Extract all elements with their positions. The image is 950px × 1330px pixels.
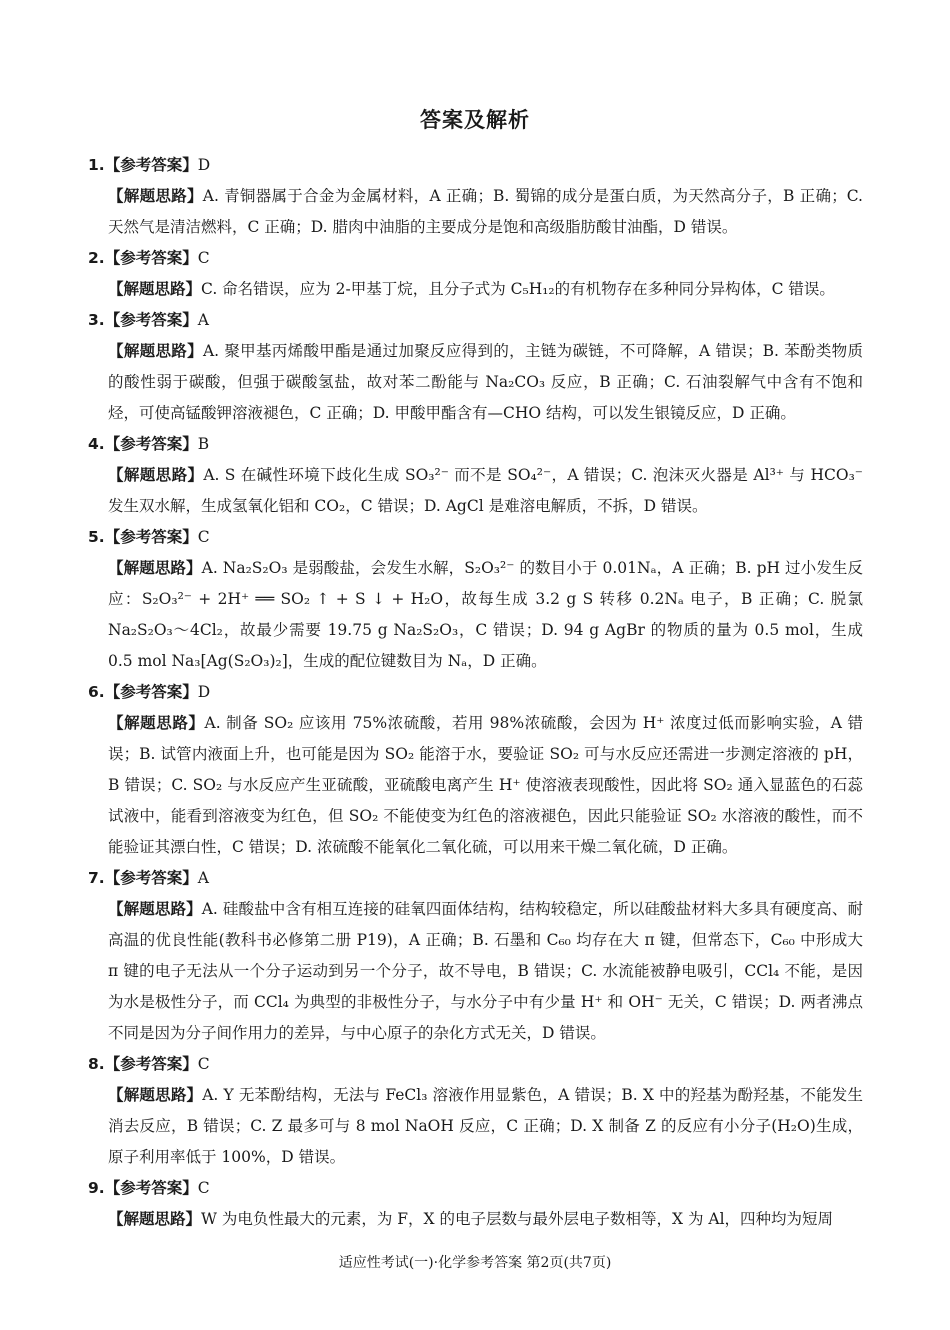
answer-label: 【参考答案】 <box>104 156 198 174</box>
page-footer: 适应性考试(一)·化学参考答案 第2页(共7页) <box>338 1255 612 1271</box>
explanation <box>88 460 863 522</box>
question-item <box>88 677 863 863</box>
explanation-label: 【解题思路】 <box>108 466 204 484</box>
answer-label: 【参考答案】 <box>104 435 198 453</box>
explanation-text: A. 硅酸盐中含有相互连接的硅氧四面体结构，结构较稳定，所以硅酸盐材料大多具有硬度高、耐高温的优良性能(教科书必修第二册 P19)，A 正确；B. 石墨和 C₆₀ 均存在大 π 键，但常态下，C₆₀ 中形成大 π 键的电子无法从一个分子运动到另一个分子，故不导电，B 错误；C. 水流能被静电吸引，CCl₄ 不能，是因为水是极性分子，而 CCl₄ 为典型的非极性分子，与水分子中有少量 H⁺ 和 OH⁻ 无关，C 错误；D. 两者沸点不同是因为分子间作用力的差异，与中心原子的杂化方式无关，D 错误。 <box>108 900 863 1042</box>
explanation <box>88 708 863 863</box>
explanation <box>88 1080 863 1173</box>
answer-value: C <box>197 249 210 267</box>
page-title: 答案及解析 <box>420 108 530 132</box>
explanation-text: A. 制备 SO₂ 应该用 75%浓硫酸，若用 98%浓硫酸，会因为 H⁺ 浓度过低而影响实验，A 错误；B. 试管内液面上升，也可能是因为 SO₂ 能溶于水，要验证 SO₂ 可与水反应还需进一步测定溶液的 pH，B 错误；C. SO₂ 与水反应产生亚硫酸，亚硫酸电离产生 H⁺ 使溶液表现酸性，因此将 SO₂ 通入显蓝色的石蕊试液中，能看到溶液变为红色，但 SO₂ 不能使变为红色的溶液褪色，因此只能验证 SO₂ 水溶液的酸性，而不能验证其漂白性，C 错误；D. 浓硫酸不能氧化二氧化硫，可以用来干燥二氧化硫，D 正确。 <box>108 714 863 856</box>
answer-list <box>88 150 863 1235</box>
explanation-label: 【解题思路】 <box>108 187 203 205</box>
answer-value: C <box>197 528 210 546</box>
answer-value: A <box>197 311 209 329</box>
explanation-text: A. Y 无苯酚结构，无法与 FeCl₃ 溶液作用显紫色，A 错误；B. X 中的羟基为酚羟基，不能发生消去反应，B 错误；C. Z 最多可与 8 mol NaOH 反应，C 正确；D. X 制备 Z 的反应有小分子(H₂O)生成，原子利用率低于 100%，D 错误。 <box>108 1086 863 1166</box>
question-number: 4. <box>88 435 105 453</box>
question-number: 5. <box>88 528 105 546</box>
answer-label: 【参考答案】 <box>104 1179 198 1197</box>
answer-label: 【参考答案】 <box>104 311 198 329</box>
answer-line <box>88 677 863 708</box>
question-item <box>88 150 863 243</box>
answer-line <box>88 429 863 460</box>
explanation <box>88 336 863 429</box>
question-item <box>88 305 863 429</box>
question-item <box>88 243 863 305</box>
answer-line <box>88 305 863 336</box>
explanation-text: A. 聚甲基丙烯酸甲酯是通过加聚反应得到的，主链为碳链，不可降解，A 错误；B. 苯酚类物质的酸性弱于碳酸，但强于碳酸氢盐，故对苯二酚能与 Na₂CO₃ 反应，B 正确；C. 石油裂解气中含有不饱和烃，可使高锰酸钾溶液褪色，C 正确；D. 甲酸甲酯含有—CHO 结构，可以发生银镜反应，D 正确。 <box>108 342 863 422</box>
question-number: 3. <box>88 311 105 329</box>
question-number: 7. <box>88 869 105 887</box>
question-number: 2. <box>88 249 105 267</box>
explanation-label: 【解题思路】 <box>108 900 202 918</box>
explanation <box>88 894 863 1049</box>
question-item <box>88 1173 863 1235</box>
answer-value: C <box>197 1179 210 1197</box>
explanation <box>88 181 863 243</box>
explanation <box>88 553 863 677</box>
answer-line <box>88 522 863 553</box>
explanation-label: 【解题思路】 <box>108 559 202 577</box>
explanation-text: C. 命名错误，应为 2-甲基丁烷，且分子式为 C₅H₁₂的有机物存在多种同分异构体，C 错误。 <box>201 280 835 298</box>
answer-line <box>88 863 863 894</box>
explanation-text: A. Na₂S₂O₃ 是弱酸盐，会发生水解，S₂O₃²⁻ 的数目小于 0.01Nₐ，A 正确；B. pH 过小发生反应：S₂O₃²⁻ + 2H⁺ ══ SO₂ ↑ + S ↓ + H₂O，故每生成 3.2 g S 转移 0.2Nₐ 电子，B 正确；C. 脱氯 Na₂S₂O₃～4Cl₂，故最少需要 19.75 g Na₂S₂O₃，C 错误；D. 94 g AgBr 的物质的量为 0.5 mol，生成 0.5 mol Na₃[Ag(S₂O₃)₂]，生成的配位键数目为 Nₐ，D 正确。 <box>108 559 863 670</box>
answer-value: C <box>197 1055 210 1073</box>
answer-label: 【参考答案】 <box>104 683 198 701</box>
question-item <box>88 429 863 522</box>
explanation-text: W 为电负性最大的元素，为 F，X 的电子层数与最外层电子数相等，X 为 Al，四种均为短周 <box>201 1210 834 1228</box>
answer-label: 【参考答案】 <box>104 1055 198 1073</box>
answer-value: D <box>197 683 211 701</box>
explanation-text: A. 青铜器属于合金为金属材料，A 正确；B. 蜀锦的成分是蛋白质，为天然高分子，B 正确；C. 天然气是清洁燃料，C 正确；D. 腊肉中油脂的主要成分是饱和高级脂肪酸甘油酯，D 错误。 <box>108 187 863 236</box>
question-item <box>88 522 863 677</box>
answer-line <box>88 1049 863 1080</box>
explanation-text: A. S 在碱性环境下歧化生成 SO₃²⁻ 而不是 SO₄²⁻，A 错误；C. 泡沫灭火器是 Al³⁺ 与 HCO₃⁻ 发生双水解，生成氢氧化铝和 CO₂，C 错误；D. AgCl 是难溶电解质，不拆，D 错误。 <box>108 466 863 515</box>
question-item <box>88 863 863 1049</box>
explanation <box>88 1204 863 1235</box>
answer-line <box>88 1173 863 1204</box>
explanation-label: 【解题思路】 <box>108 1086 203 1104</box>
answer-value: A <box>197 869 209 887</box>
question-number: 8. <box>88 1055 105 1073</box>
answer-label: 【参考答案】 <box>104 249 198 267</box>
answer-line <box>88 243 863 274</box>
explanation-label: 【解题思路】 <box>108 280 202 298</box>
explanation-label: 【解题思路】 <box>108 342 203 360</box>
explanation-label: 【解题思路】 <box>108 1210 202 1228</box>
explanation <box>88 274 863 305</box>
explanation-label: 【解题思路】 <box>108 714 205 732</box>
answer-value: D <box>197 156 211 174</box>
question-item <box>88 1049 863 1173</box>
answer-value: B <box>197 435 210 453</box>
question-number: 1. <box>88 156 105 174</box>
answer-line <box>88 150 863 181</box>
question-number: 9. <box>88 1179 105 1197</box>
answer-label: 【参考答案】 <box>104 869 198 887</box>
question-number: 6. <box>88 683 105 701</box>
answer-label: 【参考答案】 <box>104 528 198 546</box>
